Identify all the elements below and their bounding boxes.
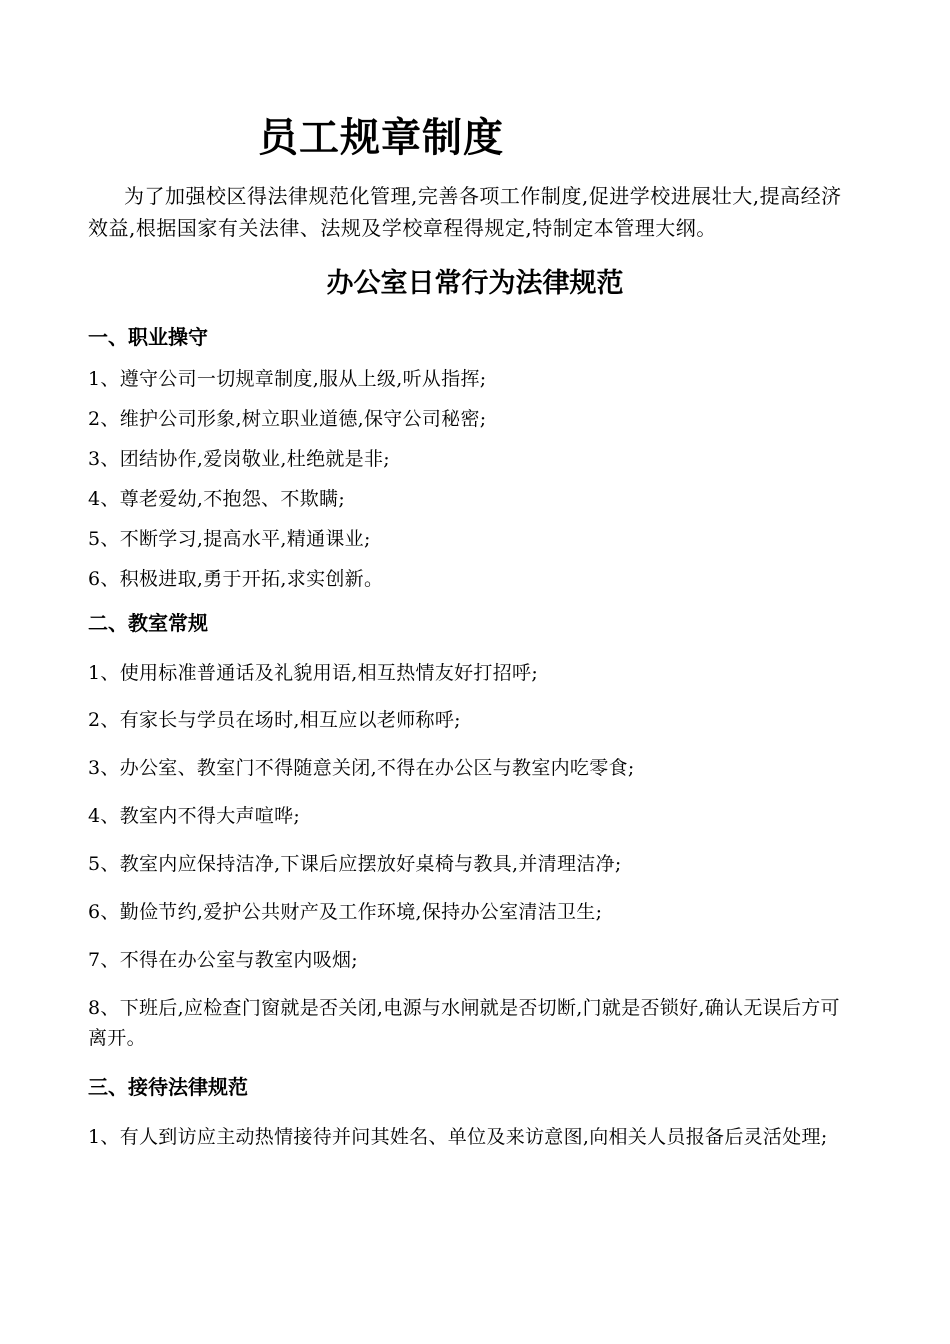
list-item: 5、不断学习,提高水平,精通课业; bbox=[88, 528, 371, 550]
section-title: 办公室日常行为法律规范 bbox=[326, 268, 624, 299]
section-heading-reception-rules: 三、接待法律规范 bbox=[88, 1075, 248, 1099]
intro-paragraph: 为了加强校区得法律规范化管理,完善各项工作制度,促进学校进展壮大,提高经济效益,根据国家有关法律、法规及学校章程得规定,特制定本管理大纲。 bbox=[88, 184, 842, 240]
list-item: 5、教室内应保持洁净,下课后应摆放好桌椅与教具,并清理洁净; bbox=[88, 853, 622, 875]
list-item: 1、有人到访应主动热情接待并问其姓名、单位及来访意图,向相关人员报备后灵活处理; bbox=[88, 1126, 828, 1148]
list-item: 6、勤俭节约,爱护公共财产及工作环境,保持办公室清洁卫生; bbox=[88, 901, 603, 923]
section-heading-classroom-rules: 二、教室常规 bbox=[88, 611, 208, 635]
section-heading-professional-ethics: 一、职业操守 bbox=[88, 325, 208, 349]
list-item: 1、遵守公司一切规章制度,服从上级,听从指挥; bbox=[88, 368, 487, 390]
list-item: 3、办公室、教室门不得随意关闭,不得在办公区与教室内吃零食; bbox=[88, 757, 635, 779]
list-item: 1、使用标准普通话及礼貌用语,相互热情友好打招呼; bbox=[88, 662, 539, 684]
list-item: 2、有家长与学员在场时,相互应以老师称呼; bbox=[88, 709, 461, 731]
list-item: 3、团结协作,爱岗敬业,杜绝就是非; bbox=[88, 448, 390, 470]
list-item: 8、下班后,应检查门窗就是否关闭,电源与水闸就是否切断,门就是否锁好,确认无误后方可离开。 bbox=[88, 997, 840, 1049]
list-item: 7、不得在办公室与教室内吸烟; bbox=[88, 949, 358, 971]
document-title: 员工规章制度 bbox=[258, 115, 504, 161]
list-item: 4、尊老爱幼,不抱怨、不欺瞒; bbox=[88, 488, 346, 510]
list-item: 2、维护公司形象,树立职业道德,保守公司秘密; bbox=[88, 408, 487, 430]
list-item: 4、教室内不得大声喧哗; bbox=[88, 805, 301, 827]
list-item: 6、积极进取,勇于开拓,求实创新。 bbox=[88, 568, 384, 590]
